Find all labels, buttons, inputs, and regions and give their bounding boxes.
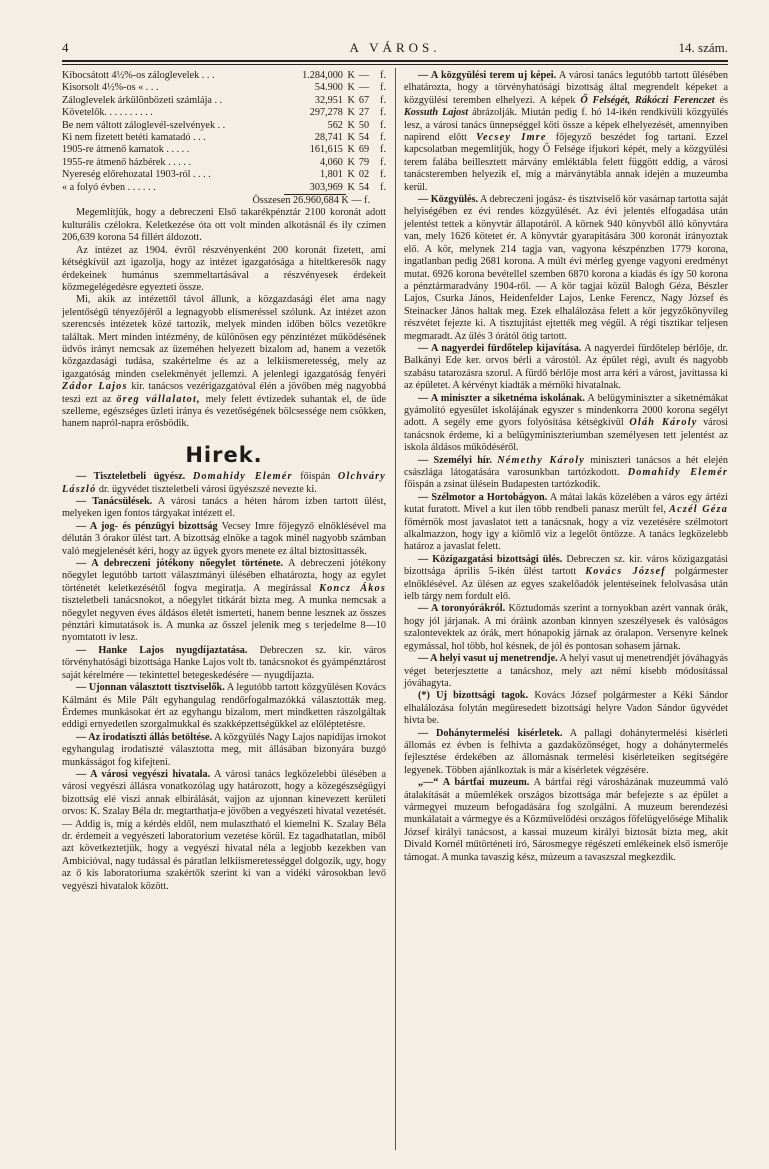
- text-run: dr. ügyvédet tiszteletbeli városi ügyészszé nevezte ki.: [96, 483, 317, 495]
- page-header: [62, 40, 728, 58]
- total-label: Összesen: [252, 195, 291, 207]
- news-heading: — A nagyerdei fürdőtelep kijavítása.: [418, 342, 582, 354]
- text-run: A közgyülés Nagy Lajos napidíjas irnokot egyhangulag irodatiszté választotta meg, mit állásában bizonyára buzgó munkásságot fog kifejteni.: [62, 731, 386, 768]
- text-run: Debreczen sz. kir. város törvényhatósági bizottsága Hanke Lajos volt tb. tanácsnokot és gyámpénztárost saját kérelmére — tekintettel betegeskedésére — nyugdíjazta.: [62, 644, 386, 681]
- balance-fill: 54: [358, 132, 370, 144]
- text-run: A belügyminiszter a siketnémákat gyámolító egyesület iskolájának egyszer s mindenkorra 2000 korona segélyt adott. A segély eme gyors folyósítása kétségkívül: [404, 392, 728, 429]
- balance-k: K: [347, 70, 355, 81]
- news-heading: — A miniszter a siketnéma iskolának.: [418, 392, 585, 404]
- balance-k: K: [347, 82, 355, 94]
- balance-row: [62, 144, 386, 156]
- person-name: Kovács József: [585, 566, 666, 578]
- news-heading: — A városi vegyészi hivatala.: [76, 768, 211, 780]
- news-heading: — A toronyórákról.: [418, 603, 506, 615]
- balance-label: Záloglevelek árkülönbözeti számlája . .: [62, 94, 223, 106]
- balance-k: K: [347, 119, 355, 131]
- balance-amount: 161,615: [309, 144, 343, 156]
- text-run: A mátai lakás közelében a város egy ártézi kutat furatott. Mivel a kut ilen több rendbeli panasz merült fel,: [404, 491, 728, 516]
- news-item: [404, 690, 728, 727]
- balance-row: [62, 182, 386, 195]
- text-run: A városi tanács legutóbb tartott ülésében elhatározta, hogy a törvényhatósági bizottság által megrendelt képeket a közgyülési teremben elhelyezi. A képek: [404, 70, 728, 106]
- text-run: tiszteletbeli tanácsnokot, a nőegylet titkárát bizta meg. A munka nemcsak a nőegylet negyven éves áldásos életét ismerteti, hanem benne lesznek az összes pénztári kimutatások is. A munka az ősszel jelenik meg s terjedelme 8—10 nyomtatott iv lesz.: [62, 595, 386, 644]
- balance-amount: 1.284,000: [302, 70, 343, 81]
- balance-f: f.: [380, 70, 386, 81]
- news-heading: — Dohánytermelési kisérletek.: [418, 727, 563, 739]
- news-item: [62, 521, 386, 558]
- person-name: Némethy Károly: [497, 454, 585, 466]
- balance-f: f.: [380, 144, 386, 156]
- balance-label: « a folyó évben . . . . . .: [62, 181, 156, 193]
- text-run: A helyi vasut uj menetrendjét jóváhagyás véget beterjesztette a tanácshoz, mely azt némi kisebb módosítással jóváhagyta.: [404, 653, 728, 689]
- total-fill: —: [351, 195, 362, 207]
- news-heading: — Szélmotor a Hortobágyon.: [418, 491, 548, 503]
- text-run: főjegyző beszédet fog tartani. Ezzel kapcsolatban megemlítjük, hogy Ő Felsége ifjukori képét, mely a közgyülési terem falába beillesztett márvány emléktábla felett függött eddig, a városi tanácsteremben helyezik el, míg a márványtábla annak idején a muzeumba kerül.: [404, 132, 729, 193]
- news-item: [62, 732, 386, 769]
- news-item: [62, 471, 386, 496]
- news-item: [404, 343, 728, 393]
- balance-label: Nyereség előrehozatal 1903-ról . . . .: [62, 169, 211, 181]
- text-run: A nagyerdei fürdőtelep bérlője, dr. Balkányi Ede ker. orvos bérli a várostól. Az épület régi, avult és nagyobb szabásu tatarozásra szorul. A fürdő bérlője most arra kéri a várost, javíttassa ki az épületet. A kérvényt kiadták a mérnöki hivatalnak.: [404, 342, 728, 392]
- news-heading: — A jog- és pénzügyi bizottság: [76, 520, 218, 532]
- balance-amount: 32,951: [314, 94, 343, 106]
- section-heading-hirek: Hirek.: [185, 442, 263, 467]
- news-heading: (*) Uj bizottsági tagok.: [418, 690, 529, 702]
- text-run: A városi tanács a héten három izben tartott ülést, melyeken igen fontos tárgyakat intézett el.: [62, 496, 387, 520]
- text-run: főispán a zsinat ülésein Budapesten tartózkodik.: [404, 479, 601, 491]
- news-item: [404, 393, 728, 455]
- balance-fill: 02: [358, 169, 370, 181]
- news-heading: — Közgyülés.: [418, 194, 479, 206]
- news-item: [404, 653, 728, 690]
- balance-f: f.: [380, 107, 386, 119]
- balance-f: f.: [380, 94, 386, 106]
- total-amount: 26.960,684: [293, 195, 339, 207]
- balance-fill: —: [358, 82, 370, 94]
- news-item: [404, 777, 728, 864]
- news-item: [404, 603, 728, 653]
- balance-amount: 297,278: [309, 107, 343, 119]
- text-run: főispán: [292, 471, 338, 483]
- balance-k: K: [347, 181, 355, 193]
- balance-label: Követelők. . . . . . . . . .: [62, 107, 153, 119]
- balance-amount: 1,801: [319, 169, 343, 181]
- news-item: [404, 70, 728, 194]
- text-run: A városi tanács legközelebbi ülésében a városi vegyészi állásra vonatkozólag ugy határozott, hogy a közegészségügyi bizottság elé viszi annak elbirálását, vajjon az ujonnan kinevezett kerületi orvos: K. Szalay Béla dr. megtarthatja-e jövőben a vegyészeti hivatal vezetését. — Addig is, míg a kérdés eldől, nem mulasztható el kiemelni K. Szalay Béla dr. érdemeit a vegyészeti laboratorium vezetése körül. Ez tagadhatatlan, miből azt következtetjük, hogy a vegyészi hivatal néla a legjobb kezekben van Ambicióval, nagy tudással és páratlan lelkiismeretességgel dolgozik, ugy, hogy az ő kis laboratoriuma szakértők szerint ki van a vidéki városokban levő vegyészi hivatalok között.: [62, 768, 386, 892]
- balance-row: [62, 132, 386, 144]
- person-name: Domahidy Elemér: [192, 471, 293, 483]
- text-run: ábrázolják. Miután pedig f. hó 14-ikén rendkívüli közgyülés lesz, a városi tanács ünnepséggel köti össze a képek elhelyezését, amennyiben napirend előtt: [404, 107, 728, 144]
- news-item: [62, 558, 386, 645]
- text-run: polgármester elnöklésével. Az ülésen az egyes szakelőadók jelentéseinek felolvasása után ielb tárgy nem fordult elő.: [404, 566, 728, 603]
- text-run: A debreczeni jótékony nőegylet legutóbb tartott választmányi ülésében elhatározta, hogy az egylet történetét keletkezésétől fogva megiratja. A megírással: [62, 558, 386, 594]
- balance-label: 1905-re átmenő kamatok . . . . .: [62, 144, 190, 156]
- balance-row: [62, 107, 386, 119]
- news-heading: — Közigazgatási bizottsági ülés.: [418, 553, 563, 565]
- page-number: 4: [62, 40, 69, 55]
- balance-total: [62, 195, 386, 207]
- issue-number: 14. szám.: [678, 40, 728, 55]
- balance-label: Be nem váltott záloglevél-szelvények . .: [62, 119, 226, 131]
- text-run: és: [714, 94, 729, 106]
- news-heading: — A debreczeni jótékony nőegylet története.: [76, 558, 284, 570]
- emphasis: Kossuth Lajost: [404, 107, 469, 119]
- news-heading: — A helyi vasut uj menetrendje.: [418, 653, 558, 665]
- news-heading: — Ujonnan választott tisztviselők.: [76, 682, 225, 694]
- news-heading: — A közgyülési terem uj képei.: [418, 70, 557, 81]
- text-run: A legutóbb tartott közgyülésen Kovács Kálmánt és Mile Pált egyhangulag rendőrfogalmazókká választották meg. Érdemes munkásokat ért az egyhangu bizalom, mert mindketten rászolgáltak eddigi ernyedetlen szorgalmukkal és szakképzettségükkel az előléptetésre.: [62, 682, 386, 731]
- text-run: A debreczeni jogász- és tisztviselő kör vasárnap tartotta saját helyiségében ez évi rendes közgyülését. Az évi jelentés elfogadása után jelentést tettek a könyvtár állapotáról. A körnek 940 könyvből álló könyvtára van, mely 1626 kötetet ér. A könyvtár gyarapitására 300 koronát irányoztak elő. A kör, melynek 214 tagja van, vagyona készpénzben 1779 korona, ingatlanban pedig 2681 korona. A múlt évi mérleg gyenge vagyoni eredményt mutat. 6926 korona bevétellel szemben 6870 korona a kiadás és így 50 korona a pénztármaradvány 1904-ről. — A kör tagjai közül Balogh Géza, Bészler Lajos, Csurka János, Heidenfelder Lajos, Lenke Ferencz, Nagy József és Steinacker János haltak meg. Ezek elhalálozása felett a kör jegyzőkönyvileg részvétet fejezte ki. A tisztujítást ejtették meg végül. A régi tisztikar teljesen megmaradt. Az ülés 3 órától ötig tartott.: [404, 194, 728, 342]
- balance-k: K: [347, 156, 355, 168]
- balance-label: 1955-re átmenő házbérek . . . . .: [62, 156, 191, 168]
- balance-label: Kisorsolt 4½%-os « . . .: [62, 82, 159, 94]
- balance-row: [62, 157, 386, 169]
- balance-fill: 69: [358, 144, 370, 156]
- balance-k: K: [347, 169, 355, 181]
- balance-fill: 79: [358, 156, 370, 168]
- balance-amount: 562: [327, 119, 343, 131]
- article-paragraph: Az intézet az 1904. évről részvényenként 200 koronát fizetett, ami kétségkívül azt igazolja, hogy az intézet igazgatósága a hiteltkeresők nagy érdekeinek humánus szemmeltartásával a részvényesek érdekeit közmegelégedésre egyezteti össze.: [62, 244, 386, 293]
- person-name: Koncz Ákos: [319, 582, 386, 594]
- text-run: [185, 471, 193, 482]
- news-item: [404, 554, 728, 604]
- balance-fill: —: [358, 70, 370, 81]
- header-rule-thin: [62, 64, 728, 65]
- balance-amount: 4,060: [319, 156, 343, 168]
- text-run: A bártfai régi városházának muzeummá való átalakítását a műemlékek országos bizottsága már befejezte s az épület a vármegyei muzeum befogadására fog szolgálni. A muzeum berendezési munkálatait a vármegye és a Közművelődési országos főfelügyelősége Mihalik József királyi tanácsost, a kassai muzeum királyi biztosát bízta meg, akit Divald Kornél műtörténeti író, Sárosmegye régészeti emlékeinek első ismerője támogat. A munka tavaszig kész, múzeum a tavaszszal megkezdik.: [404, 777, 728, 863]
- text-run: városi tanácsnok érdeme, ki a belügyminiszteriumban személyesen tett jelentést az iskola áldásos működéséről.: [404, 417, 728, 454]
- balance-label: Kibocsátott 4½%-os záloglevelek . . .: [62, 70, 215, 81]
- text-run: kir. tanácsos vezérigazgatóval élén a jövőben még nagyobbá teszi ezt az: [62, 381, 386, 405]
- balance-k: K: [347, 144, 355, 156]
- person-name: Vecsey Imre: [476, 132, 547, 144]
- right-column: [404, 70, 728, 864]
- person-name: Olchváry László: [62, 471, 386, 495]
- news-item: [404, 455, 728, 492]
- news-heading: — Hanke Lajos nyugdíjaztatása.: [76, 644, 248, 656]
- balance-k: K: [347, 94, 355, 106]
- text-run: Mi, akik az intézettől távol állunk, a közgazdasági élet ama nagy jelentőségű tényezőjéről a legnagyobb elismeréssel szólunk. Az intézet azon szerencsés intézetek közé tartozik, melyek minden időben bölcs vezetőkre találtak. Mert minden intézmény, de különösen egy pénzintézet működésének üdvös irányt nemcsak az üzeméhen helyezett bizalom ad, hanem a vezetők közgazdasági tudása, szakértelme és az a lelkiismeretesség, mely az igazgatóság minden cselekményét jellemzi. A jelenlegi igazgatóság fenyéri: [62, 294, 386, 380]
- article-paragraph: [62, 294, 386, 430]
- balance-amount: 303,969: [284, 182, 346, 195]
- news-heading: — Tanácsülések.: [76, 496, 153, 507]
- text-run: Köztudomás szerint a tornyokban azért vannak órák, hogy jól járjanak. A mi óráink azonban kinnyen szeszélyesek és valóságos szalontevektek az órák, mert hónapokig járnak az óralapon. Versenyre kelnek egymással, hol több, hol késnek, de jól és pontosan sohasem járnak.: [404, 603, 728, 652]
- balance-f: f.: [380, 156, 386, 168]
- balance-f: f.: [380, 181, 386, 193]
- balance-k: K: [347, 107, 355, 119]
- text-run: Vecsey Imre főjegyző elnöklésével ma délután 3 órakor ülést tart. A bizottság elnöke a tagok minél nagyobb számban való megjelenését kéri, hogy az ügyek gyors menete ez által biztosittassék.: [62, 520, 386, 557]
- news-item: [62, 682, 386, 732]
- text-run: főmérnök most javaslatot tett a tanácsnak, hogy a viz vezetésére szélmotort alkalmazzon, hogy igy a kiömlő viz a legelőt öntözze. A tanács legközelebb határoz a javaslat felett.: [404, 516, 728, 553]
- total-f: f.: [364, 195, 370, 207]
- newspaper-title: A VÁROS.: [349, 40, 441, 55]
- balance-f: f.: [380, 82, 386, 94]
- total-k: K: [341, 195, 349, 207]
- left-column: [62, 70, 386, 893]
- text-run: mely felett évtizedek suhantak el, de üde szelleme, egészséges üzleti iránya és vezetőségének bölcsessége nem csökken, hanem napról-napra erősbödik.: [62, 393, 386, 430]
- balance-fill: 54: [358, 181, 370, 193]
- balance-row: [62, 169, 386, 181]
- balance-table: [62, 70, 386, 195]
- column-divider: [395, 68, 396, 1150]
- news-item: [404, 728, 728, 778]
- balance-f: f.: [380, 119, 386, 131]
- balance-fill: 50: [358, 119, 370, 131]
- news-heading: — Tiszteletbeli ügyész.: [76, 471, 186, 483]
- person-name: Aczél Géza: [669, 504, 728, 516]
- balance-fill: 67: [358, 94, 370, 106]
- person-name: Zádor Lajos: [62, 381, 128, 393]
- balance-fill: 27: [358, 107, 370, 119]
- balance-amount: 54.900: [314, 82, 343, 94]
- text-run: A pallagi dohánytermelési kisérleti állomás ez évben is felhivta a gazdaközönséget, hogy a dohánytermelés fejlesztése érdekében az állomásnak termelési kisérleteiken segítségére legyenek. Többen ajánlkoztak is már a kisérletek végzésére.: [404, 727, 728, 776]
- person-name: Domahidy Elemér: [627, 467, 729, 478]
- news-heading: — Az irodatiszti állás betöltése.: [76, 731, 213, 743]
- news-item: [404, 492, 728, 554]
- balance-row: [62, 70, 386, 82]
- article-paragraph: Megemlítjük, hogy a debreczeni Első takarékpénztár 2100 koronát adott kulturális czélokra. Keletkezése óta ott volt minden alkotásnál és ily czímen 206,639 korona 54 fillért áldozott.: [62, 207, 386, 244]
- text-run: miniszteri tanácsos a hét elején császlága látogatására varosunkban tartózkodott.: [404, 454, 728, 478]
- balance-f: f.: [380, 169, 386, 181]
- balance-k: K: [347, 132, 355, 144]
- news-heading: — Személyi hír.: [418, 454, 492, 466]
- text-run: Debreczen sz. kir. város közigazgatási bizottsága április 5-ikén ülést tartott: [404, 553, 728, 578]
- header-rule: [62, 60, 728, 62]
- news-heading: „—“ A bártfai muzeum.: [418, 777, 530, 789]
- balance-amount: 28,741: [314, 132, 343, 144]
- balance-label: Ki nem fizetett betéti kamatadó . . .: [62, 132, 206, 144]
- news-item: [62, 496, 386, 521]
- emphasis: öreg vállalatot,: [116, 393, 201, 405]
- emphasis: Ő Felségét, Rákóczi Ferenczet: [580, 94, 715, 106]
- news-item: [62, 769, 386, 893]
- news-item: [404, 194, 728, 343]
- balance-f: f.: [380, 132, 386, 144]
- news-item: [62, 645, 386, 682]
- balance-row: [62, 120, 386, 132]
- balance-row: [62, 95, 386, 107]
- text-run: Kovács József polgármester a Kéki Sándor elhalálozása folytán megüresedett bizottsági helyre Vadon Sándor ügyvédet hivta be.: [404, 690, 728, 727]
- balance-row: [62, 82, 386, 94]
- person-name: Oláh Károly: [629, 417, 698, 429]
